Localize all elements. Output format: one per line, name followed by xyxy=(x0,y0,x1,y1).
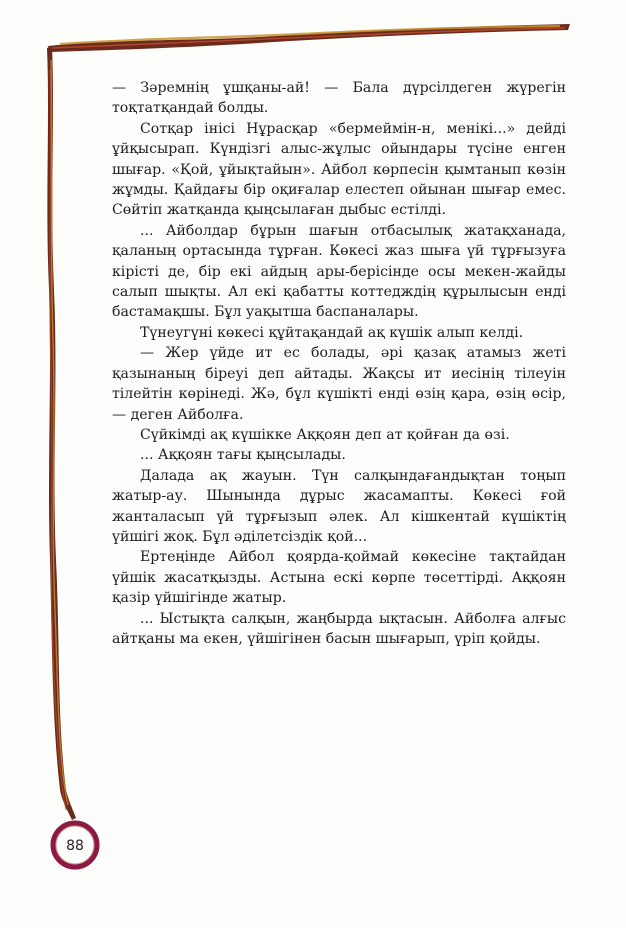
body-text xyxy=(112,78,566,649)
paragraph-5: — Жер үйде ит ес болады, әрі қазақ атамыз жеті қазынаның біреуі деп айтады. Жақсы ит иесінің тілеуін тілейтін көрінеді. Жә, бұл күшікті енді өзің қара, өзің өсір, — деген Айболға. xyxy=(112,345,566,423)
paragraph-9: Ертеңінде Айбол қоярда-қоймай көкесіне тақтайдан үйшік жасатқызды. Астына ескі көрпе төсеттірді. Аққоян қазір үйшігінде жатыр. xyxy=(112,549,566,607)
left-brush-stroke xyxy=(47,46,76,820)
page-number: 88 xyxy=(66,838,84,854)
paragraph-6: Сүйкімді ақ күшікке Аққоян деп ат қойған да өзі. xyxy=(140,426,510,443)
top-brush-stroke xyxy=(48,24,570,52)
paragraph-2: Сотқар інісі Нұрасқар «бермеймін-н, менікі...» дейді ұйқысырап. Күндізгі алыс-жұлыс ойындары түсіне енген шығар. «Қой, ұйықтайын». Айбол көрпесін қымтанып көзін жұмды. Қайдағы бір оқиғалар елестеп ойынан шығар емес. Сөйтіп жатқанда қыңсылаған дыбыс естілді. xyxy=(112,120,566,219)
left-brush-stroke-red xyxy=(50,70,66,810)
paragraph-1: — Зәремнің ұшқаны-ай! — Бала дүрсілдеген жүрегін тоқтатқандай болды. xyxy=(112,80,566,117)
paragraph-8: Далада ақ жауын. Түн салқындағандықтан тоңып жатыр-ау. Шынында дұрыс жасамапты. Көкесі ғой жанталасып үй тұрғызып әлек. Ал кішкентай күшіктің үйшігі жоқ. Бұл әділетсіздік қой... xyxy=(112,467,566,545)
paragraph-3: ... Айболдар бұрын шағын отбасылық жатақханада, қаланың ортасында тұрған. Көкесі жаз шыға үй тұрғызуға кірісті де, бір екі айдың ары-берісінде осы мекен-жайды салып шықты. Ал екі қабатты коттедждің құрылысын енді бастамақшы. Бұл уақытша баспаналары. xyxy=(112,222,566,321)
top-brush-stroke-red xyxy=(52,28,565,48)
paragraph-4: Түнеугүні көкесі құйтақандай ақ күшік алып келді. xyxy=(140,324,524,341)
top-brush-stroke-highlight xyxy=(60,26,560,44)
left-brush-stroke-highlight xyxy=(51,60,68,805)
paragraph-7: ... Аққоян тағы қыңсылады. xyxy=(140,447,346,464)
paragraph-10: ... Ыстықта салқын, жаңбырда ықтасын. Айболға алғыс айтқаны ма екен, үйшігінен басын шығарып, үріп қойды. xyxy=(112,610,566,647)
